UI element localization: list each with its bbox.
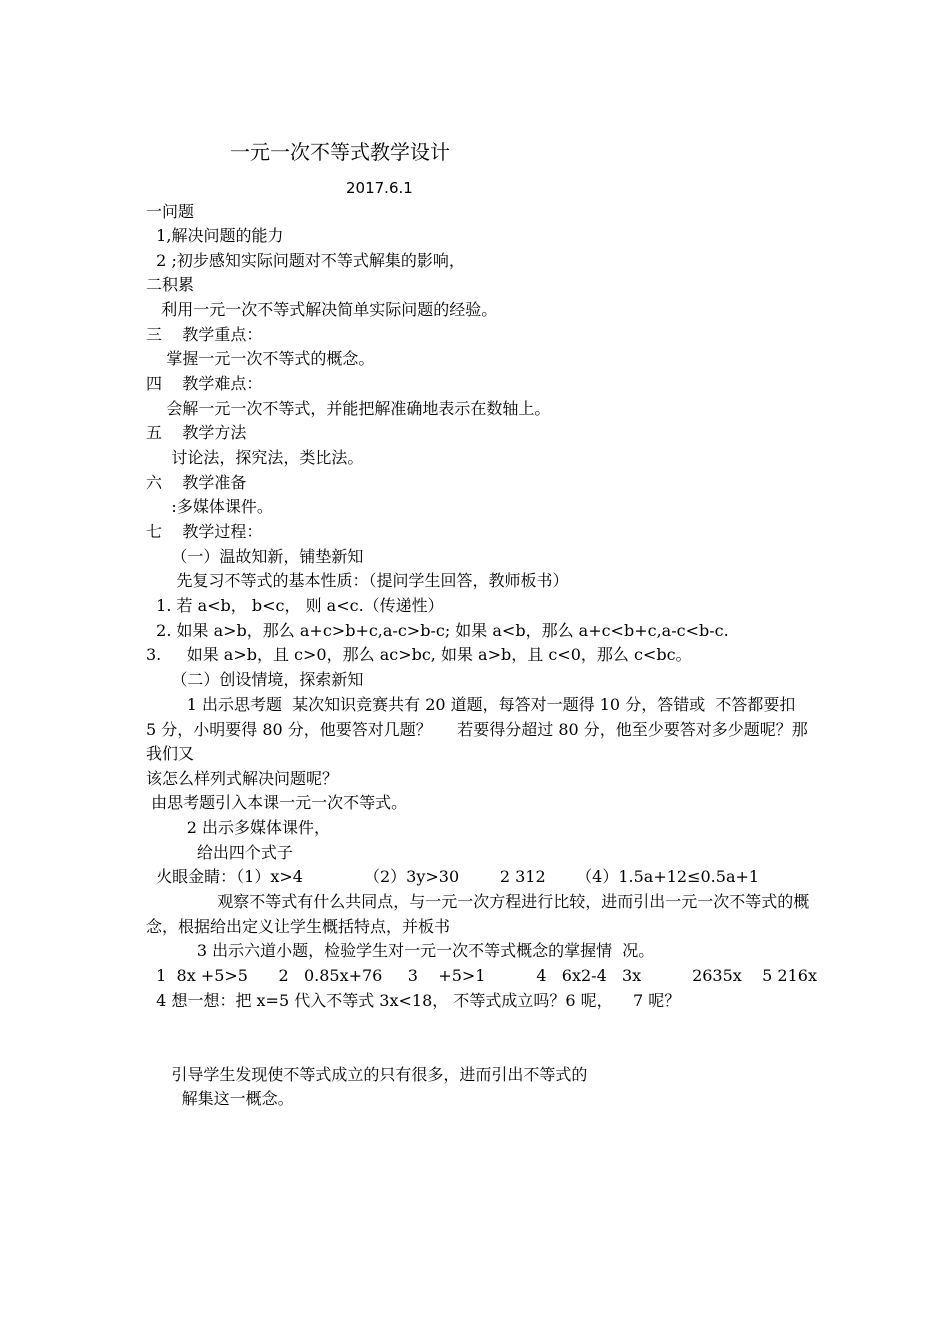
- paragraph-line: :多媒体课件。: [146, 497, 273, 516]
- paragraph-line: 2 出示多媒体课件，: [146, 818, 330, 837]
- section-heading: 七 教学过程：: [146, 522, 263, 541]
- paragraph-line: 解集这一概念。: [146, 1089, 294, 1108]
- paragraph-line: 利用一元一次不等式解决简单实际问题的经验。: [146, 300, 498, 319]
- section-heading: 三 教学重点：: [146, 325, 263, 344]
- section-heading: 二积累: [146, 275, 195, 294]
- subsection-heading: （一）温故知新，铺垫新知: [146, 547, 364, 566]
- paragraph-line: 会解一元一次不等式，并能把解准确地表示在数轴上。: [146, 399, 551, 418]
- paragraph-block: 1 出示思考题 某次知识竞赛共有 20 道题，每答对一题得 10 分，答错或 不答都要扣 5 分，小明要得 80 分，他要答对几题？ 若要得分超过 80 分，他至少要答对多少题呢？那我们又: [146, 695, 808, 764]
- paragraph-line: 1. 若 a<b， b<c， 则 a<c.（传递性）: [146, 596, 444, 615]
- document-title: 一元一次不等式教学设计: [230, 140, 450, 164]
- paragraph-line: 讨论法，探究法，类比法。: [146, 448, 364, 467]
- document-date: 2017.6.1: [346, 179, 413, 197]
- paragraph-line: 3 出示六道小题，检验学生对一元一次不等式概念的掌握情 况。: [146, 941, 655, 960]
- paragraph-line: 引导学生发现使不等式成立的只有很多，进而引出不等式的: [146, 1065, 588, 1084]
- paragraph-line: 该怎么样列式解决问题呢？: [146, 769, 339, 788]
- paragraph-line: 3. 如果 a>b，且 c>0，那么 ac>bc, 如果 a>b，且 c<0，那么 c<bc。: [146, 645, 692, 664]
- section-heading: 五 教学方法: [146, 423, 247, 442]
- paragraph-line: 1 8x +5>5 2 0.85x+76 3 +5>1 4 6x2-4 3x 2635x 5 216x: [146, 966, 817, 985]
- paragraph-line: 掌握一元一次不等式的概念。: [146, 349, 375, 368]
- paragraph-line: 火眼金睛：（1）x>4 （2）3y>30 2 312 （4）1.5a+12≤0.5a+1: [146, 867, 760, 886]
- section-heading: 六 教学准备: [146, 473, 247, 492]
- section-heading: 四 教学难点：: [146, 374, 263, 393]
- paragraph-line: 先复习不等式的基本性质：（提问学生回答，教师板书）: [146, 571, 569, 590]
- section-heading: 一问题: [146, 202, 195, 221]
- paragraph-line: 给出四个式子: [146, 843, 293, 862]
- paragraph-line: 2 ;初步感知实际问题对不等式解集的影响，: [146, 251, 465, 270]
- paragraph-line: 2. 如果 a>b，那么 a+c>b+c,a-c>b-c; 如果 a<b，那么 a+c<b+c,a-c<b-c.: [146, 621, 729, 640]
- paragraph-line: 4 想一想：把 x=5 代入不等式 3x<18， 不等式成立吗？6 呢， 7 呢？: [146, 991, 681, 1010]
- paragraph-line: 由思考题引入本课一元一次不等式。: [146, 793, 408, 812]
- paragraph-line: 1,解决问题的能力: [146, 226, 284, 245]
- subsection-heading: （二）创设情境，探索新知: [146, 670, 364, 689]
- paragraph-block: 观察不等式有什么共同点，与一元一次方程进行比较，进而引出一元一次不等式的概念，根据给出定义让学生概括特点，并板书: [146, 892, 810, 936]
